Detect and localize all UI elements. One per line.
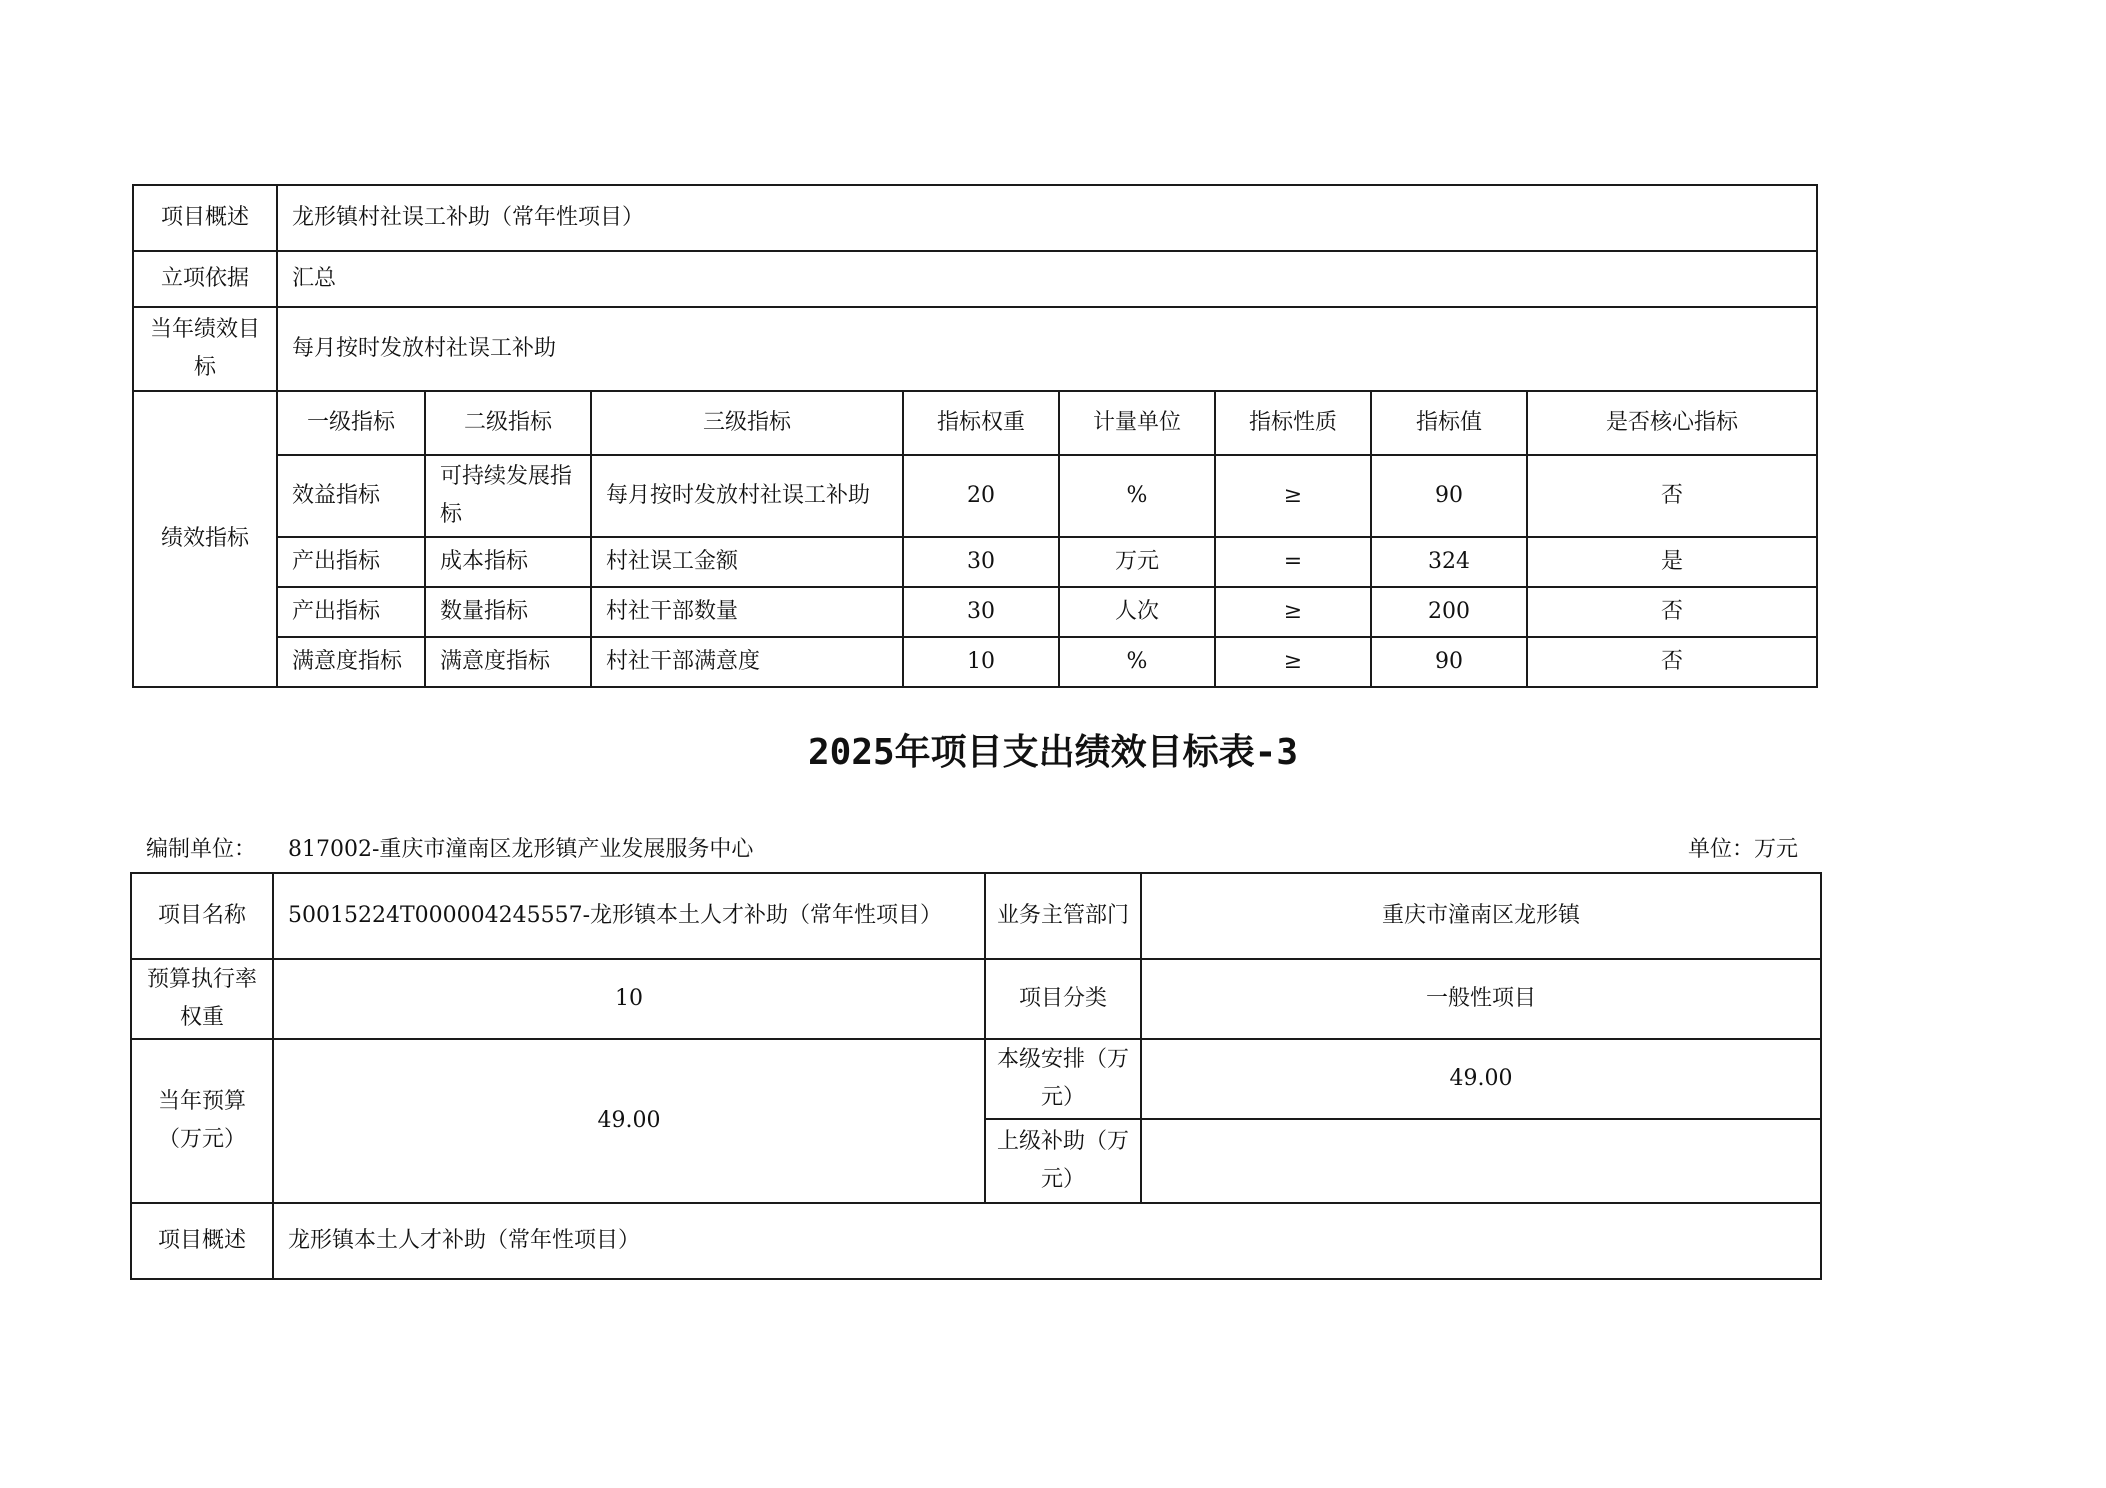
table-row (133, 537, 1817, 587)
cell-level3: 每月按时发放村社误工补助 (591, 455, 903, 537)
cell-nature: ≥ (1215, 455, 1371, 537)
cell-level2: 可持续发展指标 (425, 455, 591, 537)
table-row (133, 587, 1817, 637)
cell-value: 90 (1371, 637, 1527, 687)
header-value: 指标值 (1371, 391, 1527, 455)
indicators-label: 绩效指标 (133, 391, 277, 687)
upper-funding-value (1141, 1119, 1821, 1203)
category-value: 一般性项目 (1141, 959, 1821, 1039)
budget-value: 49.00 (273, 1039, 985, 1203)
header-level3: 三级指标 (591, 391, 903, 455)
category-label: 项目分类 (985, 959, 1141, 1039)
cell-value: 90 (1371, 455, 1527, 537)
cell-unit: 万元 (1059, 537, 1215, 587)
budget-label: 当年预算（万元） (131, 1039, 273, 1203)
overview-label: 项目概述 (133, 185, 277, 251)
cell-weight: 30 (903, 587, 1059, 637)
org-label: 编制单位： (146, 837, 257, 862)
cell-unit: % (1059, 455, 1215, 537)
cell-level1: 产出指标 (277, 587, 425, 637)
cell-nature: ≥ (1215, 637, 1371, 687)
cell-level3: 村社干部数量 (591, 587, 903, 637)
dept-label: 业务主管部门 (985, 873, 1141, 959)
local-funding-label: 本级安排（万元） (985, 1039, 1141, 1119)
cell-core: 是 (1527, 537, 1817, 587)
dept-value: 重庆市潼南区龙形镇 (1141, 873, 1821, 959)
header-unit: 计量单位 (1059, 391, 1215, 455)
cell-nature: ≥ (1215, 587, 1371, 637)
cell-unit: % (1059, 637, 1215, 687)
cell-level2: 满意度指标 (425, 637, 591, 687)
goal-value: 每月按时发放村社误工补助 (277, 307, 1817, 391)
cell-level3: 村社干部满意度 (591, 637, 903, 687)
local-funding-value: 49.00 (1141, 1039, 1821, 1119)
cell-core: 否 (1527, 637, 1817, 687)
cell-weight: 10 (903, 637, 1059, 687)
cell-unit: 人次 (1059, 587, 1215, 637)
cell-value: 324 (1371, 537, 1527, 587)
basis-label: 立项依据 (133, 251, 277, 307)
cell-core: 否 (1527, 587, 1817, 637)
performance-table-2 (132, 184, 1818, 688)
project-name-label: 项目名称 (131, 873, 273, 959)
header-level1: 一级指标 (277, 391, 425, 455)
header-level2: 二级指标 (425, 391, 591, 455)
overview-label: 项目概述 (131, 1203, 273, 1279)
cell-weight: 30 (903, 537, 1059, 587)
overview-value: 龙形镇村社误工补助（常年性项目） (277, 185, 1817, 251)
rate-weight-value: 10 (273, 959, 985, 1039)
cell-level1: 满意度指标 (277, 637, 425, 687)
goal-label: 当年绩效目标 (133, 307, 277, 391)
basis-value: 汇总 (277, 251, 1817, 307)
rate-weight-label: 预算执行率权重 (131, 959, 273, 1039)
cell-level2: 数量指标 (425, 587, 591, 637)
cell-value: 200 (1371, 587, 1527, 637)
cell-weight: 20 (903, 455, 1059, 537)
cell-level1: 效益指标 (277, 455, 425, 537)
org-value: 817002-重庆市潼南区龙形镇产业发展服务中心 (288, 837, 754, 862)
cell-nature: = (1215, 537, 1371, 587)
page-title: 2025年项目支出绩效目标表-3 (807, 732, 1299, 773)
cell-level3: 村社误工金额 (591, 537, 903, 587)
overview-value: 龙形镇本土人才补助（常年性项目） (273, 1203, 1821, 1279)
unit-label: 单位：万元 (1688, 837, 1799, 862)
header-weight: 指标权重 (903, 391, 1059, 455)
cell-level2: 成本指标 (425, 537, 591, 587)
table-row (133, 455, 1817, 537)
cell-core: 否 (1527, 455, 1817, 537)
project-name-value: 50015224T000004245557-龙形镇本土人才补助（常年性项目） (273, 873, 985, 959)
performance-table-3 (130, 872, 1822, 1280)
header-core: 是否核心指标 (1527, 391, 1817, 455)
header-nature: 指标性质 (1215, 391, 1371, 455)
upper-funding-label: 上级补助（万元） (985, 1119, 1141, 1203)
table-row (133, 637, 1817, 687)
cell-level1: 产出指标 (277, 537, 425, 587)
